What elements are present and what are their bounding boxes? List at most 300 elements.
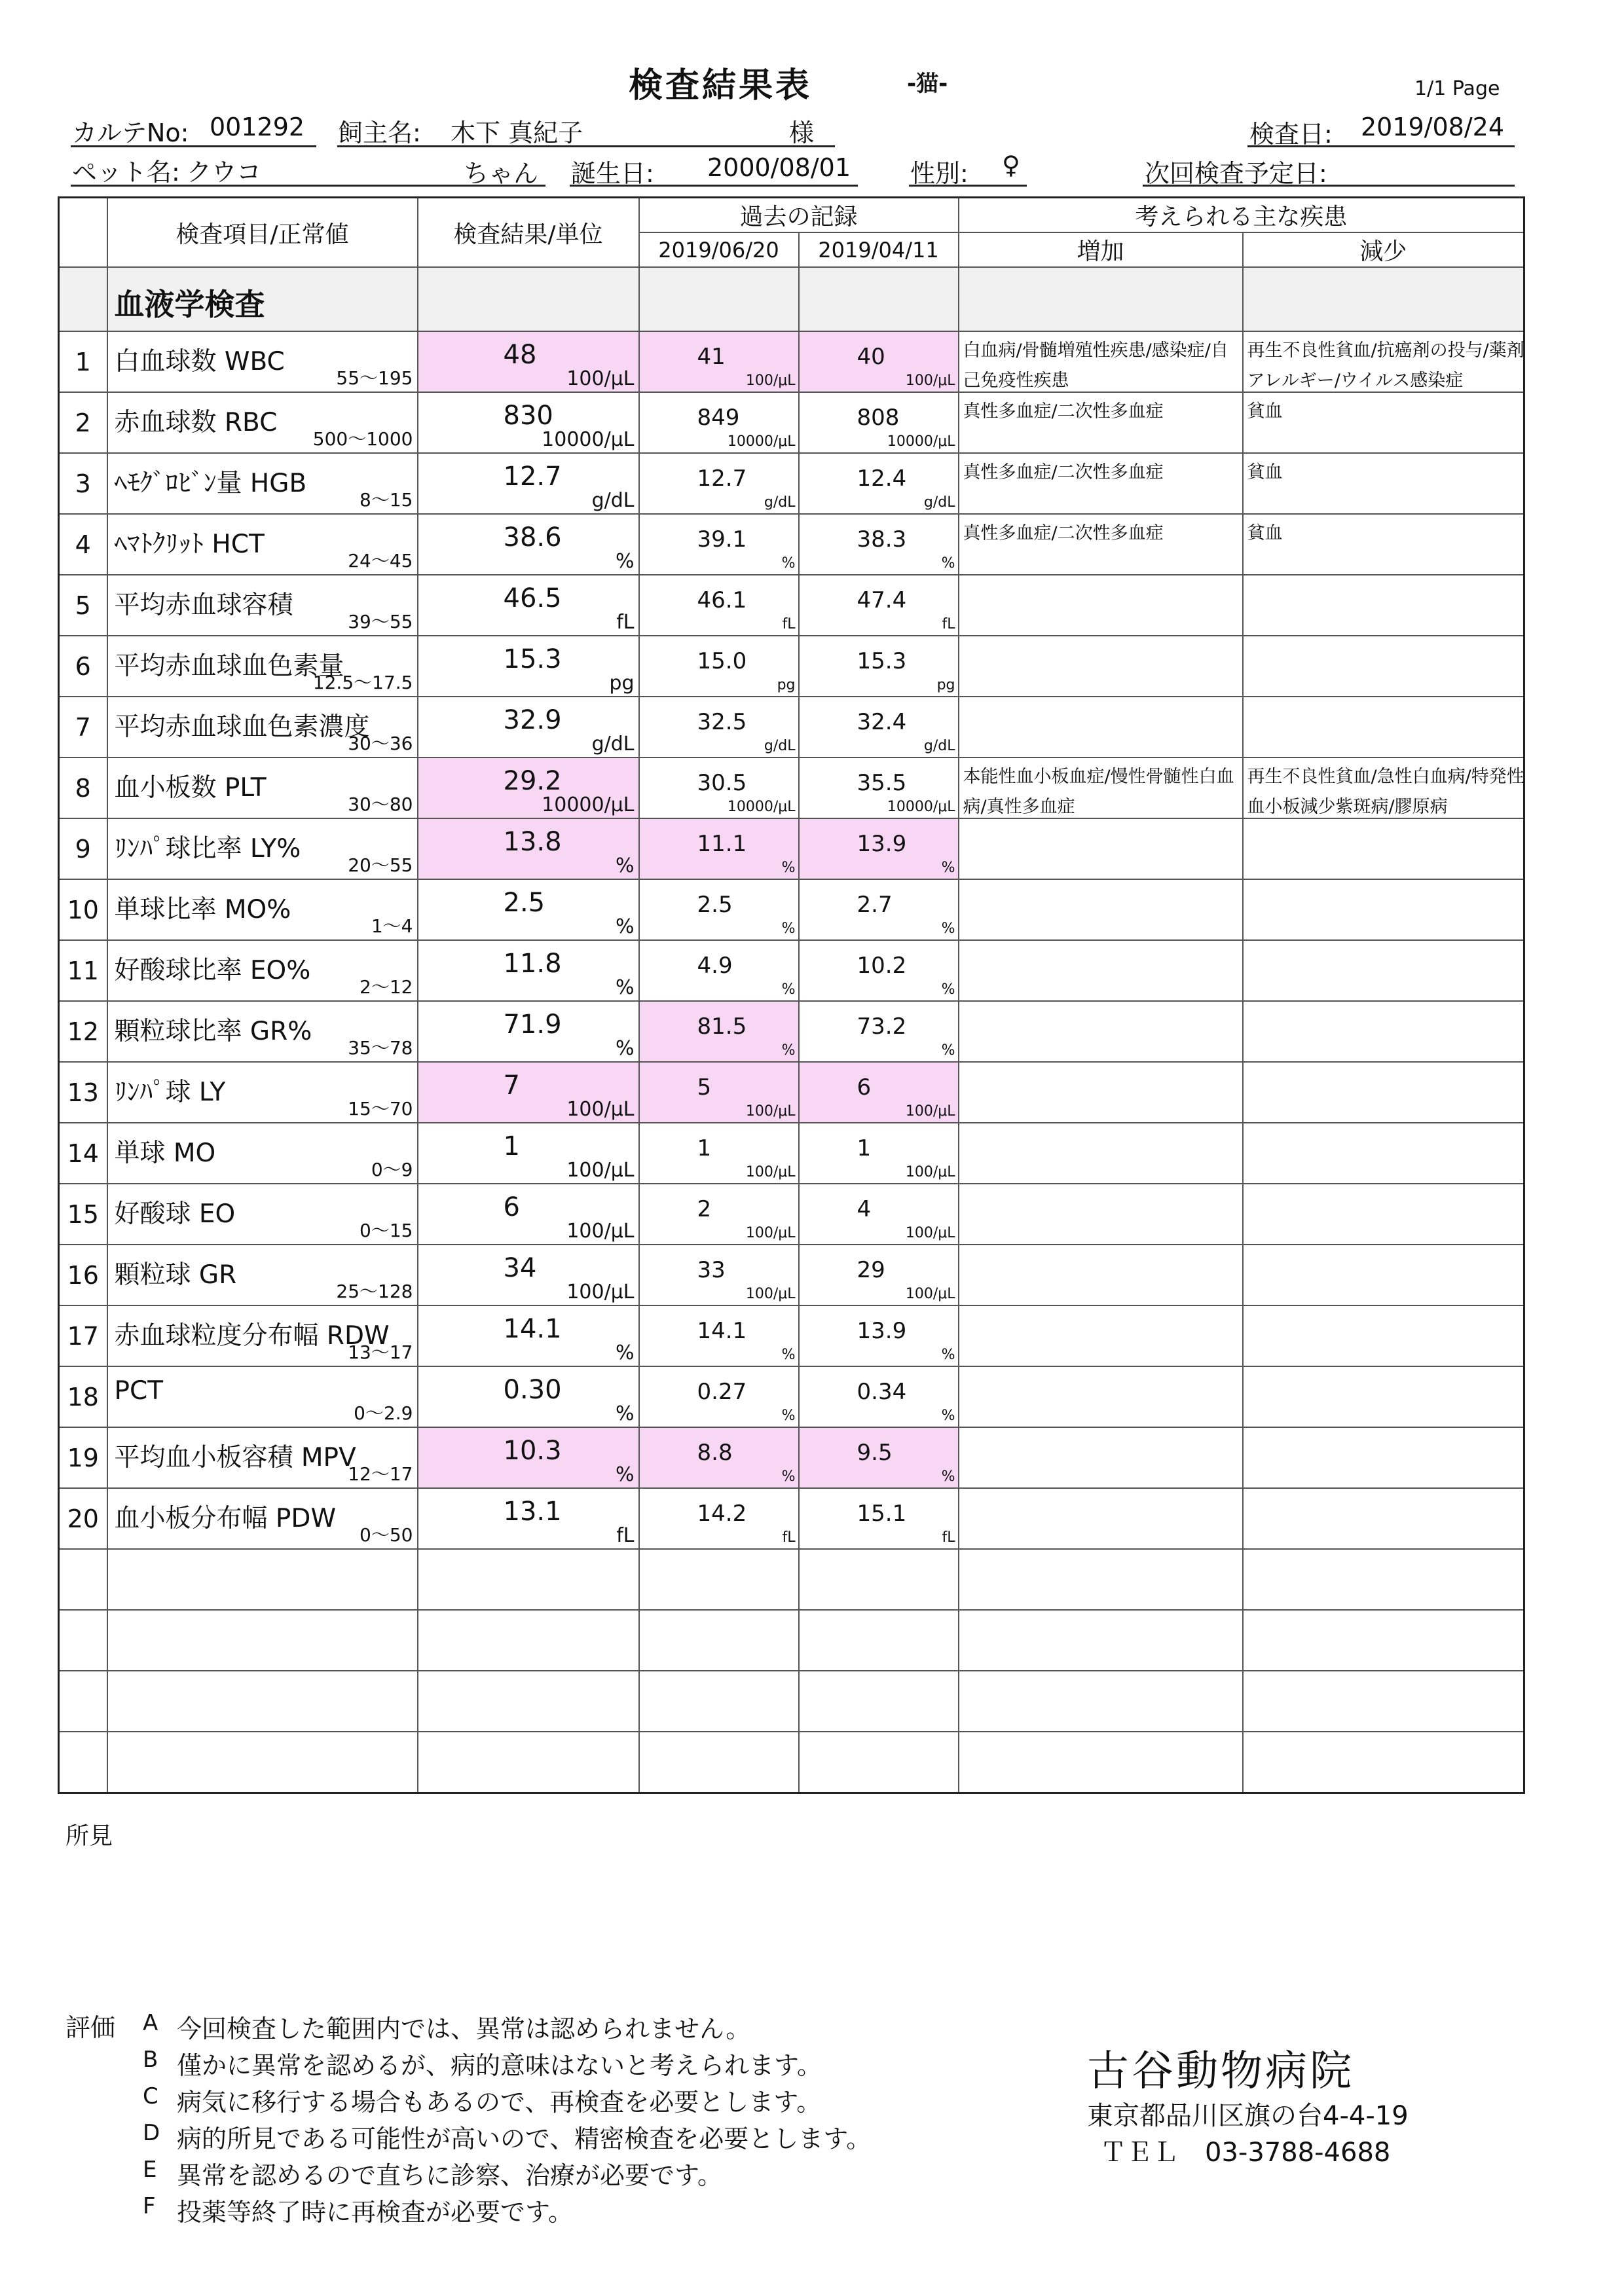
increase-disease-cell <box>959 757 1243 818</box>
past-2-cell <box>799 636 959 697</box>
increase-disease-cell <box>959 1488 1243 1549</box>
result-value: 32.9 <box>503 705 562 735</box>
table-row <box>59 636 1524 697</box>
past-1-value: 32.5 <box>697 709 747 735</box>
result-unit: % <box>615 854 635 877</box>
result-cell <box>418 1488 639 1549</box>
normal-range: 55～195 <box>336 367 413 389</box>
result-unit: g/dL <box>591 489 635 512</box>
item-cell <box>107 757 418 818</box>
empty-cell <box>639 1549 799 1610</box>
table-row <box>59 514 1524 575</box>
past-1-cell <box>639 757 799 818</box>
result-value: 46.5 <box>503 583 562 613</box>
past-1-value: 11.1 <box>697 831 747 857</box>
past-2-value: 12.4 <box>857 465 907 492</box>
increase-disease-cell <box>959 1123 1243 1184</box>
result-unit: g/dL <box>591 733 635 756</box>
past-2-value: 4 <box>857 1196 872 1222</box>
row-number: 19 <box>67 1444 99 1472</box>
past-1-unit: g/dL <box>764 494 796 511</box>
past-1-cell <box>639 1488 799 1549</box>
past-2-unit: g/dL <box>923 494 955 511</box>
item-name: 平均赤血球容積 <box>114 591 293 620</box>
karte-underline <box>71 145 316 147</box>
table-row <box>59 1305 1524 1366</box>
past-1-unit: 100/μL <box>745 373 796 389</box>
item-cell <box>107 940 418 1001</box>
past-2-value: 13.9 <box>857 1318 907 1344</box>
item-cell <box>107 879 418 940</box>
empty-cell <box>959 1671 1243 1732</box>
table-row <box>59 757 1524 818</box>
item-name: 白血球数 WBC <box>114 347 285 376</box>
row-number: 11 <box>67 957 99 985</box>
karte-number: 001292 <box>210 113 305 141</box>
normal-range: 1～4 <box>371 915 413 937</box>
evaluation-label: 評価 <box>65 2013 116 2042</box>
item-cell <box>107 1427 418 1488</box>
result-unit: % <box>615 976 635 999</box>
empty-cell <box>639 1732 799 1793</box>
increase-disease-text: 真性多血症/二次性多血症 <box>963 401 1164 422</box>
item-name: 単球比率 MO% <box>114 895 291 924</box>
evaluation-grade: C <box>143 2083 158 2109</box>
row-number-cell <box>59 453 107 514</box>
result-value: 34 <box>503 1253 537 1283</box>
sex-label: 性別: <box>910 159 969 188</box>
increase-disease-text: 白血病/骨髄増殖性疾患/感染症/自己免疫性疾患 <box>963 340 1228 391</box>
decrease-disease-cell <box>1243 1245 1524 1305</box>
row-number: 16 <box>67 1261 99 1290</box>
past-1-cell <box>639 575 799 636</box>
result-cell <box>418 879 639 940</box>
row-number-cell <box>59 940 107 1001</box>
result-cell <box>418 1001 639 1062</box>
result-unit: fL <box>616 611 635 634</box>
normal-range: 0～50 <box>360 1524 413 1546</box>
pet-underline <box>71 185 545 187</box>
section-title: 血液学検査 <box>114 287 265 322</box>
past-2-value: 35.5 <box>857 770 907 796</box>
empty-cell <box>959 1610 1243 1671</box>
result-unit: pg <box>609 672 635 695</box>
header-item: 検査項目/正常値 <box>107 198 418 268</box>
table-row <box>59 879 1524 940</box>
past-1-cell <box>639 1001 799 1062</box>
birth-date: 2000/08/01 <box>707 153 851 182</box>
empty-cell <box>418 1610 639 1671</box>
empty-cell <box>799 1732 959 1793</box>
row-number-cell <box>59 392 107 453</box>
past-2-cell <box>799 818 959 879</box>
row-number-cell <box>59 1245 107 1305</box>
past-1-value: 5 <box>697 1074 712 1101</box>
empty-cell <box>107 1732 418 1793</box>
result-value: 13.8 <box>503 827 562 857</box>
increase-disease-cell <box>959 453 1243 514</box>
past-2-cell <box>799 1245 959 1305</box>
result-value: 7 <box>503 1070 520 1101</box>
increase-disease-cell <box>959 697 1243 757</box>
header-decrease: 減少 <box>1243 232 1524 267</box>
table-row <box>59 1123 1524 1184</box>
past-2-value: 10.2 <box>857 953 907 979</box>
past-2-value: 47.4 <box>857 587 907 613</box>
row-number-cell <box>59 757 107 818</box>
section-no-cell <box>59 267 107 331</box>
row-number-cell <box>59 636 107 697</box>
table-row <box>59 392 1524 453</box>
past-1-value: 2 <box>697 1196 712 1222</box>
row-number: 10 <box>67 896 99 924</box>
past-1-cell <box>639 1184 799 1245</box>
decrease-disease-cell <box>1243 453 1524 514</box>
past-2-unit: % <box>941 1347 955 1363</box>
empty-cell <box>1243 1549 1524 1610</box>
owner-name: 木下 真紀子 <box>451 118 583 147</box>
past-2-unit: % <box>941 1468 955 1485</box>
header-increase: 増加 <box>959 232 1243 267</box>
clinic-name: 古谷動物病院 <box>1087 2047 1354 2096</box>
item-cell <box>107 1123 418 1184</box>
item-name: ﾘﾝﾊﾟ球比率 LY% <box>114 834 301 864</box>
evaluation-description: 異常を認めるので直ちに診察、治療が必要です。 <box>177 2161 722 2190</box>
item-cell <box>107 1062 418 1123</box>
decrease-disease-cell <box>1243 331 1524 392</box>
item-cell <box>107 392 418 453</box>
normal-range: 0～15 <box>360 1220 413 1241</box>
row-number: 15 <box>67 1200 99 1229</box>
table-row <box>59 818 1524 879</box>
item-name: ﾍﾏﾄｸﾘｯﾄ HCT <box>114 530 265 559</box>
normal-range: 0～9 <box>371 1159 413 1180</box>
item-cell <box>107 1488 418 1549</box>
past-2-value: 9.5 <box>857 1440 893 1466</box>
row-number: 17 <box>67 1322 99 1351</box>
decrease-disease-text: 再生不良性貧血/急性白血病/特発性血小板減少紫斑病/膠原病 <box>1247 767 1524 817</box>
decrease-disease-cell <box>1243 392 1524 453</box>
past-2-unit: 100/μL <box>905 1103 955 1120</box>
empty-cell <box>959 1732 1243 1793</box>
decrease-disease-text: 貧血 <box>1247 401 1283 422</box>
row-number-cell <box>59 1123 107 1184</box>
section-filler <box>799 267 959 331</box>
result-cell <box>418 697 639 757</box>
result-unit: 10000/μL <box>542 793 635 816</box>
row-number: 20 <box>67 1504 99 1533</box>
item-cell <box>107 636 418 697</box>
past-1-value: 81.5 <box>697 1013 747 1040</box>
past-2-cell <box>799 575 959 636</box>
item-name: 血小板数 PLT <box>114 773 267 803</box>
decrease-disease-cell <box>1243 1184 1524 1245</box>
decrease-disease-cell <box>1243 575 1524 636</box>
past-2-cell <box>799 1427 959 1488</box>
empty-cell <box>1243 1671 1524 1732</box>
increase-disease-cell <box>959 818 1243 879</box>
sex-value: ♀ <box>1002 151 1020 179</box>
remarks-label: 所見 <box>65 1823 113 1850</box>
normal-range: 12.5～17.5 <box>312 672 413 693</box>
row-number: 6 <box>75 652 91 681</box>
past-1-unit: g/dL <box>764 738 796 754</box>
past-1-cell <box>639 940 799 1001</box>
result-value: 12.7 <box>503 462 562 492</box>
past-1-cell <box>639 1062 799 1123</box>
item-cell <box>107 1366 418 1427</box>
past-2-cell <box>799 879 959 940</box>
past-2-cell <box>799 1184 959 1245</box>
past-1-cell <box>639 636 799 697</box>
past-2-unit: fL <box>942 616 955 632</box>
past-2-cell <box>799 757 959 818</box>
result-unit: 100/μL <box>566 1159 635 1182</box>
past-2-value: 13.9 <box>857 831 907 857</box>
past-1-unit: % <box>781 555 796 572</box>
empty-cell <box>418 1549 639 1610</box>
increase-disease-cell <box>959 1427 1243 1488</box>
section-filler <box>1243 267 1524 331</box>
result-unit: % <box>615 1037 635 1060</box>
decrease-disease-cell <box>1243 697 1524 757</box>
section-filler <box>418 267 639 331</box>
result-value: 830 <box>503 401 553 431</box>
empty-cell <box>1243 1610 1524 1671</box>
result-cell <box>418 1305 639 1366</box>
empty-cell <box>107 1610 418 1671</box>
row-number: 18 <box>67 1383 99 1412</box>
past-1-unit: fL <box>782 1529 796 1546</box>
past-2-unit: % <box>941 860 955 876</box>
item-name: 平均赤血球血色素量 <box>114 651 344 681</box>
item-cell <box>107 1001 418 1062</box>
empty-cell <box>59 1549 107 1610</box>
evaluation-description: 病的所見である可能性が高いので、精密検査を必要とします。 <box>177 2124 872 2153</box>
empty-row <box>59 1732 1524 1793</box>
table-row <box>59 453 1524 514</box>
result-value: 71.9 <box>503 1010 562 1040</box>
past-2-value: 38.3 <box>857 526 907 553</box>
owner-underline <box>337 145 835 147</box>
empty-row <box>59 1549 1524 1610</box>
past-2-value: 0.34 <box>857 1379 907 1405</box>
table-row <box>59 940 1524 1001</box>
karte-label: カルテNo: <box>72 118 189 147</box>
result-unit: % <box>615 1463 635 1486</box>
normal-range: 500～1000 <box>312 428 413 450</box>
decrease-disease-cell <box>1243 818 1524 879</box>
table-row <box>59 1184 1524 1245</box>
row-number: 8 <box>75 774 91 803</box>
result-value: 0.30 <box>503 1375 562 1405</box>
past-1-unit: 100/μL <box>745 1164 796 1180</box>
past-1-unit: % <box>781 1468 796 1485</box>
past-2-unit: % <box>941 981 955 998</box>
past-1-unit: % <box>781 1042 796 1059</box>
table-row <box>59 1427 1524 1488</box>
past-1-cell <box>639 879 799 940</box>
decrease-disease-cell <box>1243 879 1524 940</box>
evaluation-description: 僅かに異常を認めるが、病的意味はないと考えられます。 <box>177 2051 822 2080</box>
empty-cell <box>418 1671 639 1732</box>
result-value: 29.2 <box>503 766 562 796</box>
item-cell <box>107 818 418 879</box>
results-table <box>58 196 1525 1794</box>
past-2-cell <box>799 1123 959 1184</box>
past-1-value: 41 <box>697 344 726 370</box>
past-2-value: 73.2 <box>857 1013 907 1040</box>
result-cell <box>418 331 639 392</box>
row-number: 2 <box>75 409 91 437</box>
normal-range: 20～55 <box>348 854 413 876</box>
past-1-cell <box>639 514 799 575</box>
past-1-value: 30.5 <box>697 770 747 796</box>
normal-range: 15～70 <box>348 1098 413 1120</box>
normal-range: 0～2.9 <box>354 1402 413 1424</box>
past-2-cell <box>799 392 959 453</box>
past-1-unit: % <box>781 981 796 998</box>
owner-label: 飼主名: <box>338 118 421 147</box>
past-1-cell <box>639 1245 799 1305</box>
result-cell <box>418 1366 639 1427</box>
decrease-disease-cell <box>1243 1366 1524 1427</box>
past-1-unit: 100/μL <box>745 1286 796 1302</box>
past-2-value: 2.7 <box>857 892 893 918</box>
evaluation-grade: D <box>143 2120 160 2146</box>
past-1-cell <box>639 331 799 392</box>
increase-disease-cell <box>959 636 1243 697</box>
past-2-cell <box>799 1488 959 1549</box>
empty-row <box>59 1610 1524 1671</box>
past-2-unit: 100/μL <box>905 1286 955 1302</box>
increase-disease-cell <box>959 879 1243 940</box>
table-row <box>59 1366 1524 1427</box>
past-2-unit: % <box>941 1408 955 1424</box>
past-1-cell <box>639 818 799 879</box>
empty-cell <box>59 1732 107 1793</box>
empty-cell <box>107 1549 418 1610</box>
result-unit: fL <box>616 1524 635 1547</box>
increase-disease-cell <box>959 1184 1243 1245</box>
past-1-value: 14.2 <box>697 1501 747 1527</box>
normal-range: 30～80 <box>348 793 413 815</box>
past-1-cell <box>639 1305 799 1366</box>
header-result: 検査結果/単位 <box>418 198 639 268</box>
row-number: 7 <box>75 713 91 742</box>
decrease-disease-cell <box>1243 1427 1524 1488</box>
item-cell <box>107 1305 418 1366</box>
past-1-value: 0.27 <box>697 1379 747 1405</box>
past-1-unit: % <box>781 1408 796 1424</box>
result-cell <box>418 1427 639 1488</box>
row-number: 12 <box>67 1017 99 1046</box>
past-1-unit: pg <box>777 677 796 693</box>
decrease-disease-cell <box>1243 1062 1524 1123</box>
past-1-value: 14.1 <box>697 1318 747 1344</box>
increase-disease-cell <box>959 1001 1243 1062</box>
past-2-cell <box>799 1062 959 1123</box>
result-cell <box>418 1245 639 1305</box>
result-unit: % <box>615 1402 635 1425</box>
clinic-tel: ＴＥＬ 03-3788-4688 <box>1100 2138 1391 2168</box>
result-unit: 100/μL <box>566 1220 635 1243</box>
row-number-cell <box>59 1488 107 1549</box>
decrease-disease-text: 再生不良性貧血/抗癌剤の投与/薬剤アレルギー/ウイルス感染症 <box>1247 340 1524 391</box>
past-2-unit: 100/μL <box>905 373 955 389</box>
sex-underline <box>909 185 1027 187</box>
past-1-value: 15.0 <box>697 648 747 674</box>
result-value: 13.1 <box>503 1497 562 1527</box>
evaluation-grade: A <box>143 2010 158 2036</box>
past-2-unit: % <box>941 920 955 937</box>
item-cell <box>107 1245 418 1305</box>
clinic-address: 東京都品川区旗の台4-4-19 <box>1087 2101 1409 2131</box>
past-2-value: 1 <box>857 1135 872 1161</box>
past-2-cell <box>799 940 959 1001</box>
result-cell <box>418 1123 639 1184</box>
past-2-cell <box>799 331 959 392</box>
past-1-value: 46.1 <box>697 587 747 613</box>
past-1-cell <box>639 453 799 514</box>
decrease-disease-cell <box>1243 1001 1524 1062</box>
item-name: PCT <box>114 1376 164 1406</box>
past-2-cell <box>799 514 959 575</box>
past-2-unit: 100/μL <box>905 1225 955 1241</box>
result-cell <box>418 818 639 879</box>
past-2-cell <box>799 697 959 757</box>
increase-disease-cell <box>959 1245 1243 1305</box>
past-2-value: 32.4 <box>857 709 907 735</box>
result-cell <box>418 757 639 818</box>
item-name: 顆粒球比率 GR% <box>114 1017 312 1046</box>
row-number-cell <box>59 1366 107 1427</box>
normal-range: 13～17 <box>348 1341 413 1363</box>
past-1-cell <box>639 1366 799 1427</box>
result-value: 48 <box>503 340 537 370</box>
result-value: 38.6 <box>503 522 562 553</box>
item-name: 顆粒球 GR <box>114 1260 237 1290</box>
table-row <box>59 575 1524 636</box>
row-number: 14 <box>67 1139 99 1168</box>
empty-cell <box>639 1671 799 1732</box>
past-2-value: 15.3 <box>857 648 907 674</box>
evaluation-grade: E <box>143 2157 157 2183</box>
section-title-cell <box>107 267 418 331</box>
row-number-cell <box>59 514 107 575</box>
empty-cell <box>59 1671 107 1732</box>
past-1-unit: fL <box>782 616 796 632</box>
decrease-disease-text: 貧血 <box>1247 462 1283 483</box>
increase-disease-text: 真性多血症/二次性多血症 <box>963 523 1164 543</box>
past-1-cell <box>639 697 799 757</box>
decrease-disease-cell <box>1243 1488 1524 1549</box>
past-2-unit: 10000/μL <box>887 799 955 815</box>
pet-name: クウコ <box>187 158 262 187</box>
normal-range: 8～15 <box>360 489 413 511</box>
empty-cell <box>107 1671 418 1732</box>
row-number-cell <box>59 1062 107 1123</box>
result-unit: % <box>615 550 635 573</box>
empty-cell <box>799 1549 959 1610</box>
row-number-cell <box>59 818 107 879</box>
past-2-value: 40 <box>857 344 885 370</box>
row-number-cell <box>59 575 107 636</box>
owner-honorific: 様 <box>789 118 815 147</box>
evaluation-description: 病気に移行する場合もあるので、再検査を必要とします。 <box>177 2088 822 2117</box>
item-cell <box>107 514 418 575</box>
increase-disease-cell <box>959 392 1243 453</box>
